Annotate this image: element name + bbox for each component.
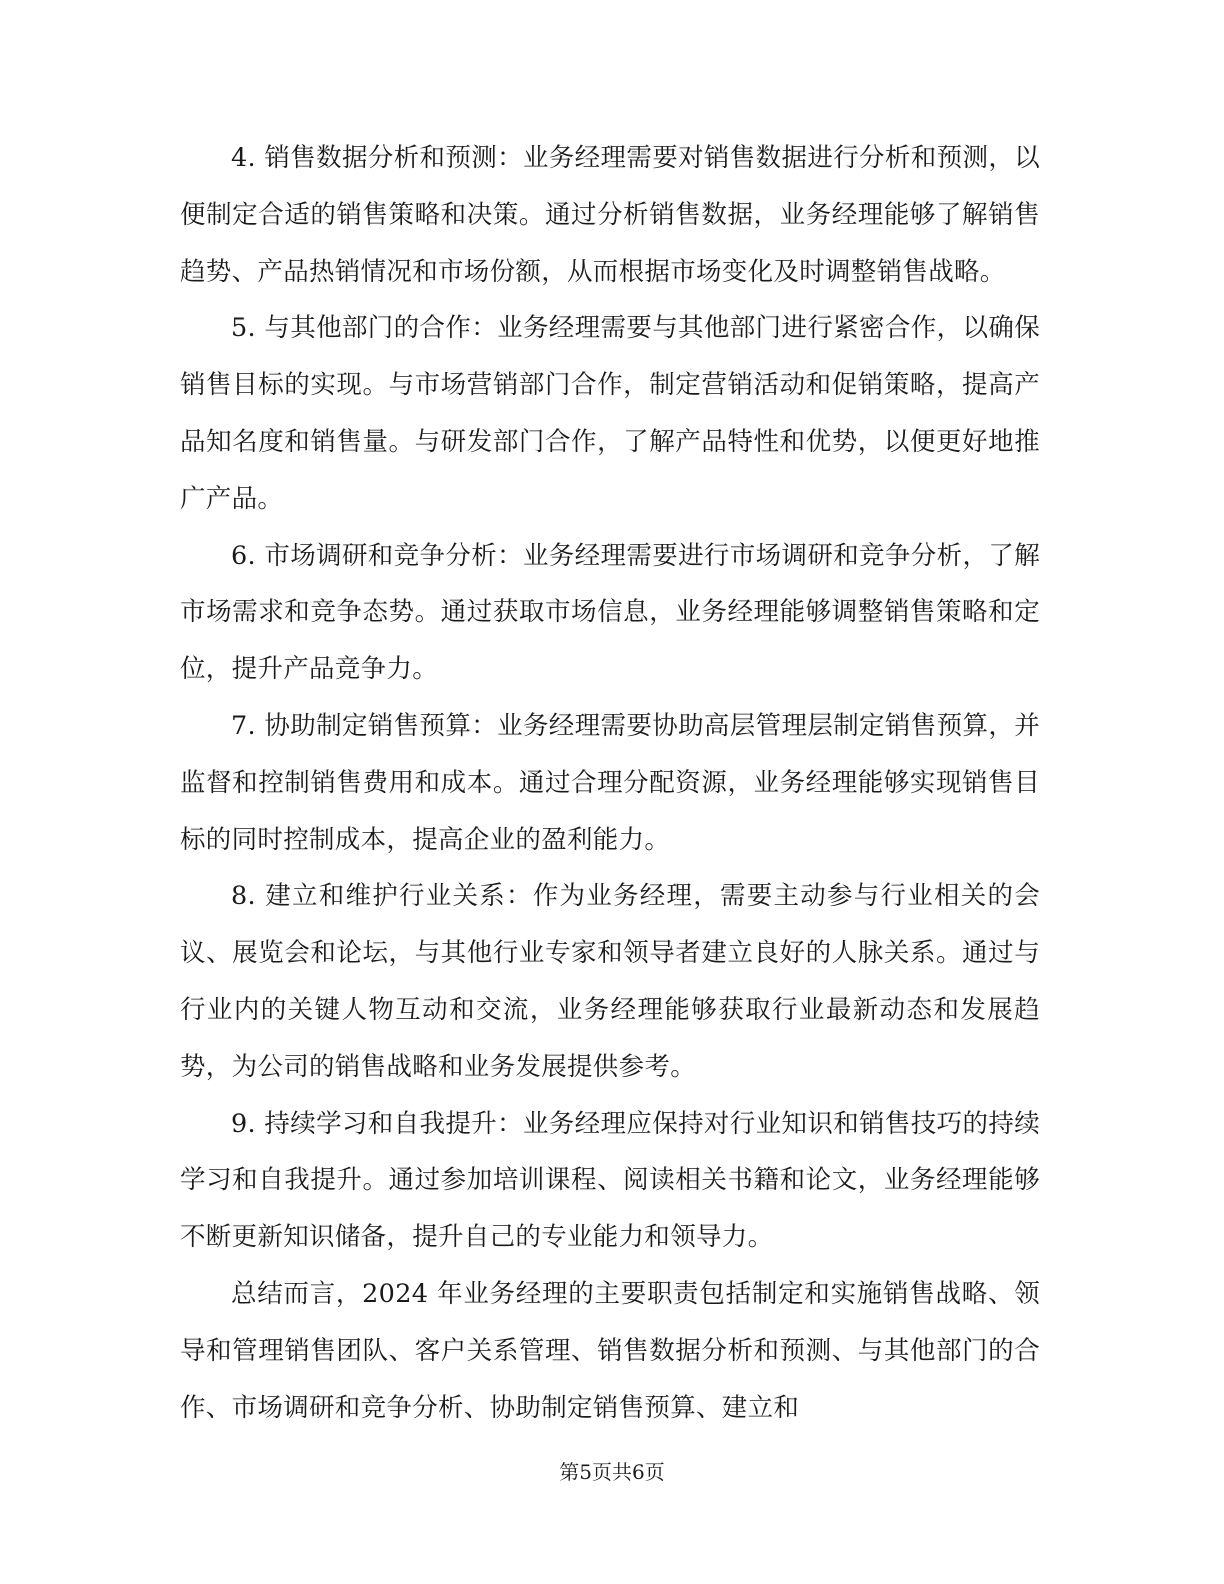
paragraph-department-cooperation: 5. 与其他部门的合作：业务经理需要与其他部门进行紧密合作，以确保销售目标的实现。与市场营销部门合作，制定营销活动和促销策略，提高产品知名度和销售量。与研发部门合作，了解产品特性和优势，以便更好地推广产品。 [180,313,1040,514]
paragraph-market-research: 6. 市场调研和竞争分析：业务经理需要进行市场调研和竞争分析，了解市场需求和竞争态势。通过获取市场信息，业务经理能够调整销售策略和定位，提升产品竞争力。 [180,540,1040,685]
paragraph-sales-budget: 7. 协助制定销售预算：业务经理需要协助高层管理层制定销售预算，并监督和控制销售费用和成本。通过合理分配资源，业务经理能够实现销售目标的同时控制成本，提高企业的盈利能力。 [180,710,1040,855]
paragraph-continuous-learning: 9. 持续学习和自我提升：业务经理应保持对行业知识和销售技巧的持续学习和自我提升。通过参加培训课程、阅读相关书籍和论文，业务经理能够不断更新知识储备，提升自己的专业能力和领导力。 [180,1108,1040,1253]
page-number-footer: 第5页共6页 [559,1460,665,1484]
paragraph-summary: 总结而言，2024 年业务经理的主要职责包括制定和实施销售战略、领导和管理销售团队、客户关系管理、销售数据分析和预测、与其他部门的合作、市场调研和竞争分析、协助制定销售预算、建立和 [180,1278,1040,1423]
paragraph-sales-data-analysis: 4. 销售数据分析和预测：业务经理需要对销售数据进行分析和预测，以便制定合适的销售策略和决策。通过分析销售数据，业务经理能够了解销售趋势、产品热销情况和市场份额，从而根据市场变化及时调整销售战略。 [180,143,1040,287]
paragraph-industry-relations: 8. 建立和维护行业关系：作为业务经理，需要主动参与行业相关的会议、展览会和论坛，与其他行业专家和领导者建立良好的人脉关系。通过与行业内的关键人物互动和交流，业务经理能够获取行业最新动态和发展趋势，为公司的销售战略和业务发展提供参考。 [180,881,1040,1082]
document-body [180,130,1040,1436]
